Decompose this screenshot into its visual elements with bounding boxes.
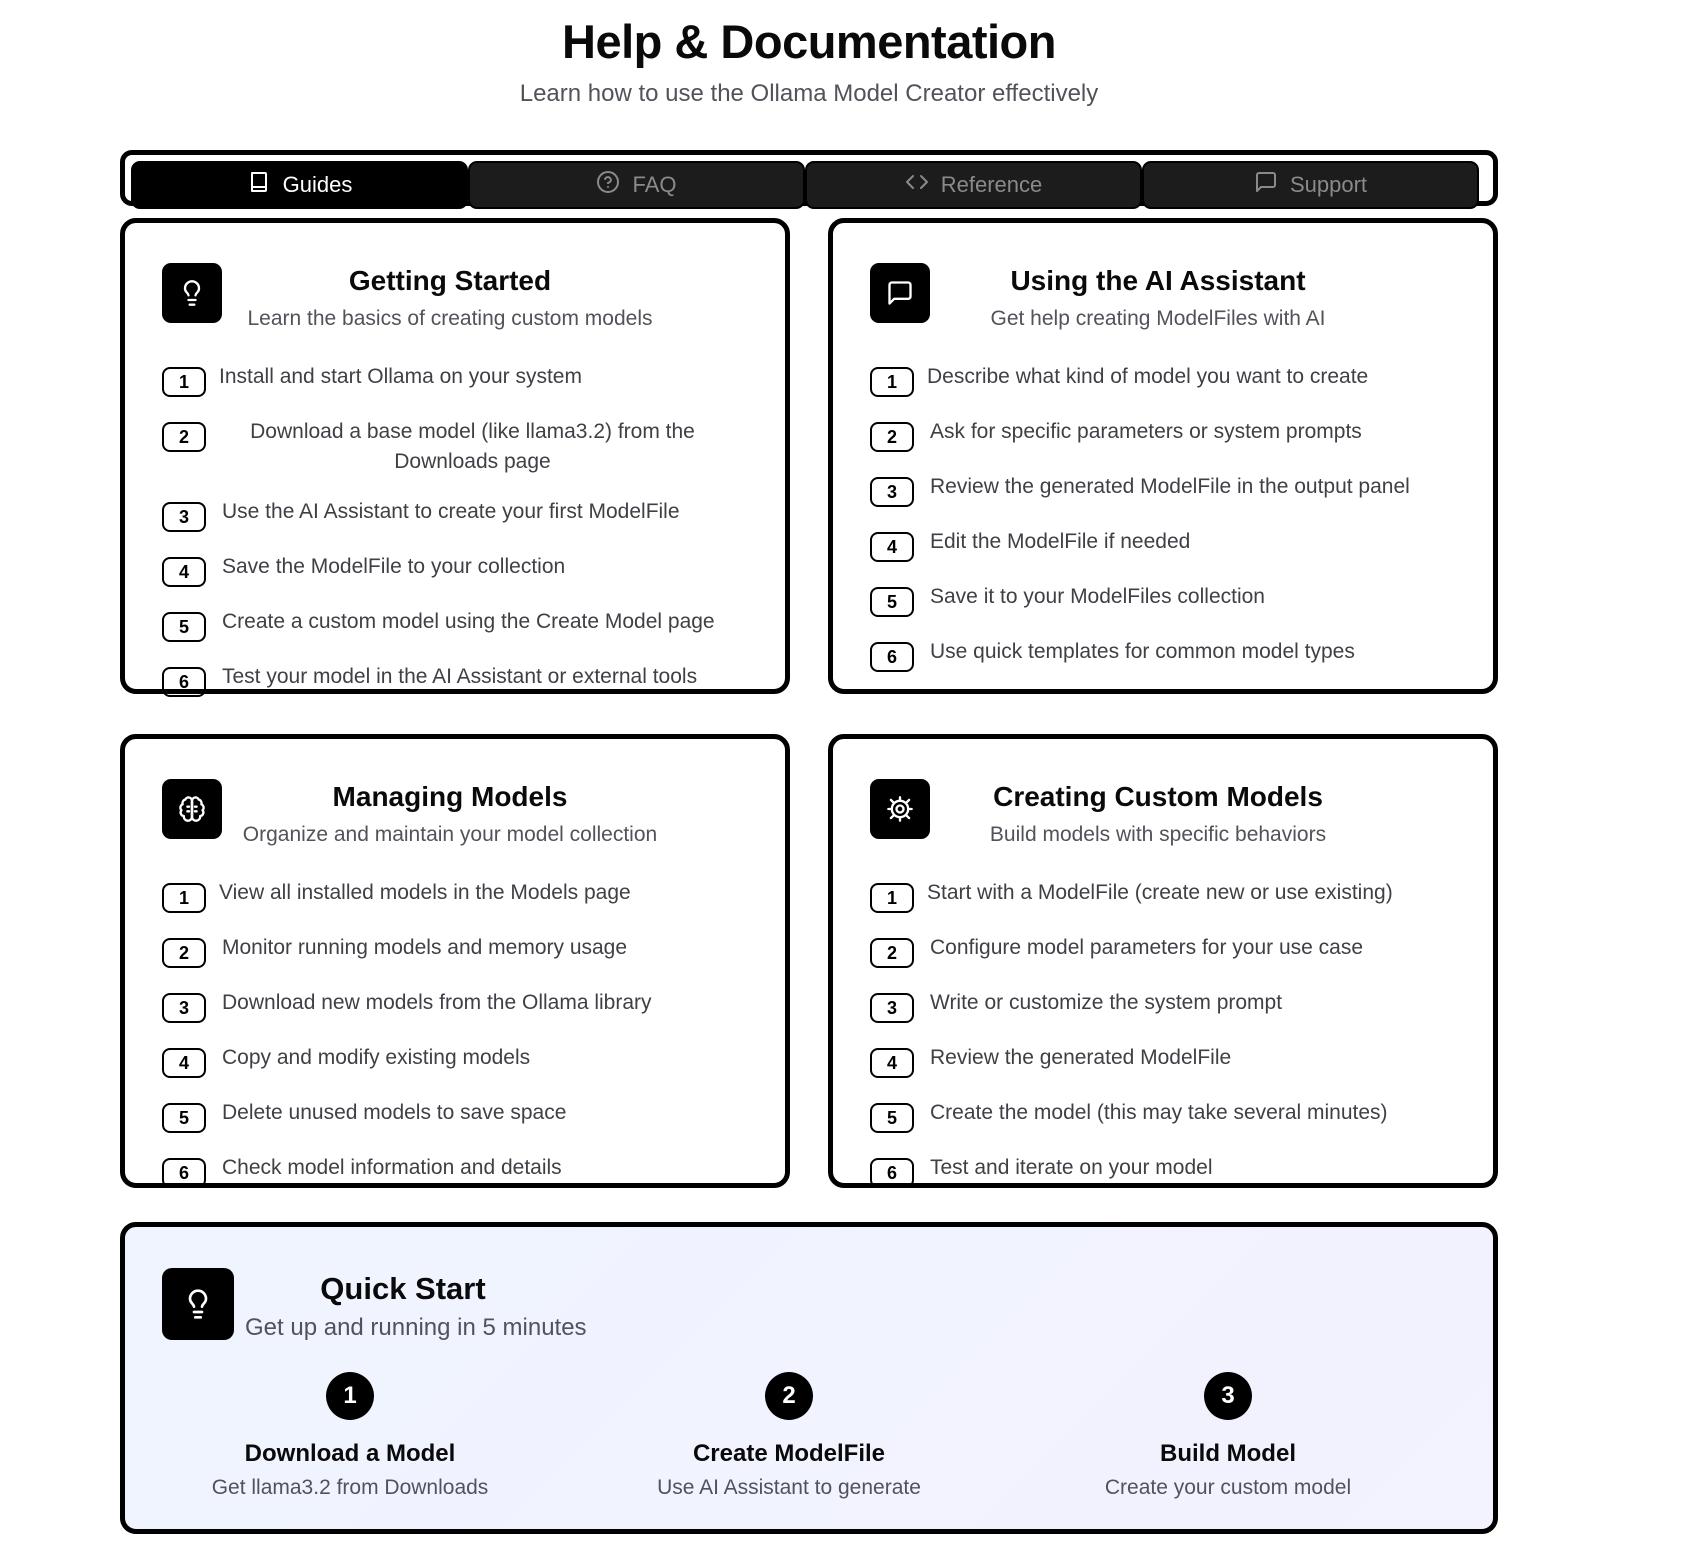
step-number: 2 (162, 422, 206, 452)
steps-list (870, 878, 1463, 1208)
step-text: Test your model in the AI Assistant or external tools (222, 665, 698, 688)
gear-icon (870, 779, 930, 839)
steps-list (870, 362, 1463, 692)
step-number: 1 (870, 367, 914, 397)
step-item (870, 1043, 1463, 1078)
step-number: 5 (870, 1103, 914, 1133)
step-text: View all installed models in the Models page (219, 881, 631, 904)
step-text: Save the ModelFile to your collection (222, 555, 566, 578)
tab-faq-label: FAQ (632, 172, 677, 197)
card-title: Getting Started (348, 265, 552, 296)
card-title: Creating Custom Models (993, 781, 1323, 812)
step-number: 6 (162, 667, 206, 697)
quick-start-step-number: 2 (765, 1372, 813, 1420)
quick-start-card (120, 1222, 1498, 1534)
step-text: Copy and modify existing models (222, 1046, 531, 1069)
card-description: Get help creating ModelFiles with AI (990, 307, 1326, 330)
step-item (162, 988, 755, 1023)
step-item (870, 988, 1463, 1023)
step-number: 4 (162, 1048, 206, 1078)
step-number: 6 (870, 642, 914, 672)
step-item (870, 1153, 1463, 1188)
message-square-icon (870, 263, 930, 323)
step-number: 3 (870, 477, 914, 507)
step-number: 3 (162, 502, 206, 532)
card-title: Using the AI Assistant (1010, 265, 1306, 296)
card-managing-models (120, 734, 790, 1188)
step-number: 2 (870, 938, 914, 968)
step-number: 1 (162, 367, 206, 397)
step-item (162, 417, 755, 477)
page-title: Help & Documentation (562, 15, 1056, 68)
step-item (162, 878, 755, 913)
card-using-ai-assistant (828, 218, 1498, 694)
tab-guides-label: Guides (282, 172, 353, 197)
quick-start-step-number: 3 (1204, 1372, 1252, 1420)
page-subtitle: Learn how to use the Ollama Model Creator effectively (519, 80, 1099, 107)
step-item (870, 362, 1463, 397)
quick-start-step-desc: Use AI Assistant to generate (657, 1476, 921, 1499)
step-text: Ask for specific parameters or system prompts (930, 420, 1362, 443)
message-square-icon (1254, 170, 1278, 200)
quick-start-description: Get up and running in 5 minutes (245, 1314, 587, 1341)
step-item (162, 1098, 755, 1133)
step-text: Save it to your ModelFiles collection (930, 585, 1265, 608)
step-item (162, 607, 755, 642)
step-text: Start with a ModelFile (create new or use existing) (927, 881, 1393, 904)
lightbulb-icon (162, 263, 222, 323)
step-text: Monitor running models and memory usage (222, 936, 628, 959)
book-icon (247, 170, 271, 200)
step-item (162, 497, 755, 532)
card-description: Build models with specific behaviors (989, 823, 1327, 846)
step-text: Check model information and details (222, 1156, 562, 1179)
card-creating-custom-models (828, 734, 1498, 1188)
tab-faq[interactable] (468, 161, 805, 209)
step-number: 5 (162, 1103, 206, 1133)
tab-reference-label: Reference (940, 172, 1043, 197)
step-text: Test and iterate on your model (930, 1156, 1213, 1179)
step-text: Review the generated ModelFile in the output panel (930, 475, 1410, 498)
tab-support-label: Support (1289, 172, 1368, 197)
quick-start-step-title: Build Model (1160, 1440, 1296, 1467)
steps-list (162, 362, 755, 717)
step-item (870, 1098, 1463, 1133)
tab-guides[interactable] (131, 161, 468, 209)
steps-list (162, 878, 755, 1208)
quick-start-step (130, 1372, 570, 1500)
step-text: Use quick templates for common model types (930, 640, 1355, 663)
code-icon (905, 170, 929, 200)
step-number: 5 (162, 612, 206, 642)
card-title: Managing Models (332, 781, 568, 812)
quick-start-step-title: Create ModelFile (692, 1440, 886, 1467)
quick-start-step (1008, 1372, 1448, 1500)
step-item (162, 1153, 755, 1188)
step-number: 4 (162, 557, 206, 587)
card-description: Organize and maintain your model collection (242, 823, 658, 846)
step-text: Download a base model (like llama3.2) from the Downloads page (250, 420, 695, 473)
tab-support[interactable] (1142, 161, 1479, 209)
help-circle-icon (596, 170, 620, 200)
step-text: Install and start Ollama on your system (219, 365, 582, 388)
step-item (870, 417, 1463, 452)
step-text: Create the model (this may take several minutes) (930, 1101, 1388, 1124)
card-getting-started (120, 218, 790, 694)
step-number: 1 (870, 883, 914, 913)
step-text: Configure model parameters for your use case (930, 936, 1364, 959)
step-number: 4 (870, 1048, 914, 1078)
step-text: Review the generated ModelFile (930, 1046, 1232, 1069)
step-text: Use the AI Assistant to create your first ModelFile (222, 500, 680, 523)
step-text: Write or customize the system prompt (930, 991, 1283, 1014)
step-item (870, 933, 1463, 968)
step-item (162, 362, 755, 397)
card-description: Learn the basics of creating custom models (247, 307, 653, 330)
step-item (870, 527, 1463, 562)
step-item (162, 933, 755, 968)
tab-bar (120, 150, 1498, 206)
quick-start-title: Quick Start (320, 1271, 486, 1306)
step-item (162, 1043, 755, 1078)
step-text: Download new models from the Ollama library (222, 991, 652, 1014)
step-item (162, 552, 755, 587)
step-number: 6 (870, 1158, 914, 1188)
step-number: 4 (870, 532, 914, 562)
step-item (870, 472, 1463, 507)
step-number: 5 (870, 587, 914, 617)
step-item (870, 582, 1463, 617)
quick-start-step-title: Download a Model (244, 1440, 456, 1467)
step-number: 1 (162, 883, 206, 913)
step-number: 3 (162, 993, 206, 1023)
quick-start-step (569, 1372, 1009, 1500)
step-number: 3 (870, 993, 914, 1023)
tab-reference[interactable] (805, 161, 1142, 209)
step-text: Edit the ModelFile if needed (930, 530, 1191, 553)
lightbulb-icon (162, 1268, 234, 1340)
step-number: 6 (162, 1158, 206, 1188)
quick-start-step-number: 1 (326, 1372, 374, 1420)
quick-start-step-desc: Create your custom model (1104, 1476, 1352, 1499)
step-item (870, 878, 1463, 913)
brain-icon (162, 779, 222, 839)
step-text: Delete unused models to save space (222, 1101, 567, 1124)
step-number: 2 (870, 422, 914, 452)
step-item (162, 662, 755, 697)
step-text: Create a custom model using the Create Model page (222, 610, 715, 633)
quick-start-step-desc: Get llama3.2 from Downloads (211, 1476, 489, 1499)
step-number: 2 (162, 938, 206, 968)
step-item (870, 637, 1463, 672)
step-text: Describe what kind of model you want to create (927, 365, 1369, 388)
